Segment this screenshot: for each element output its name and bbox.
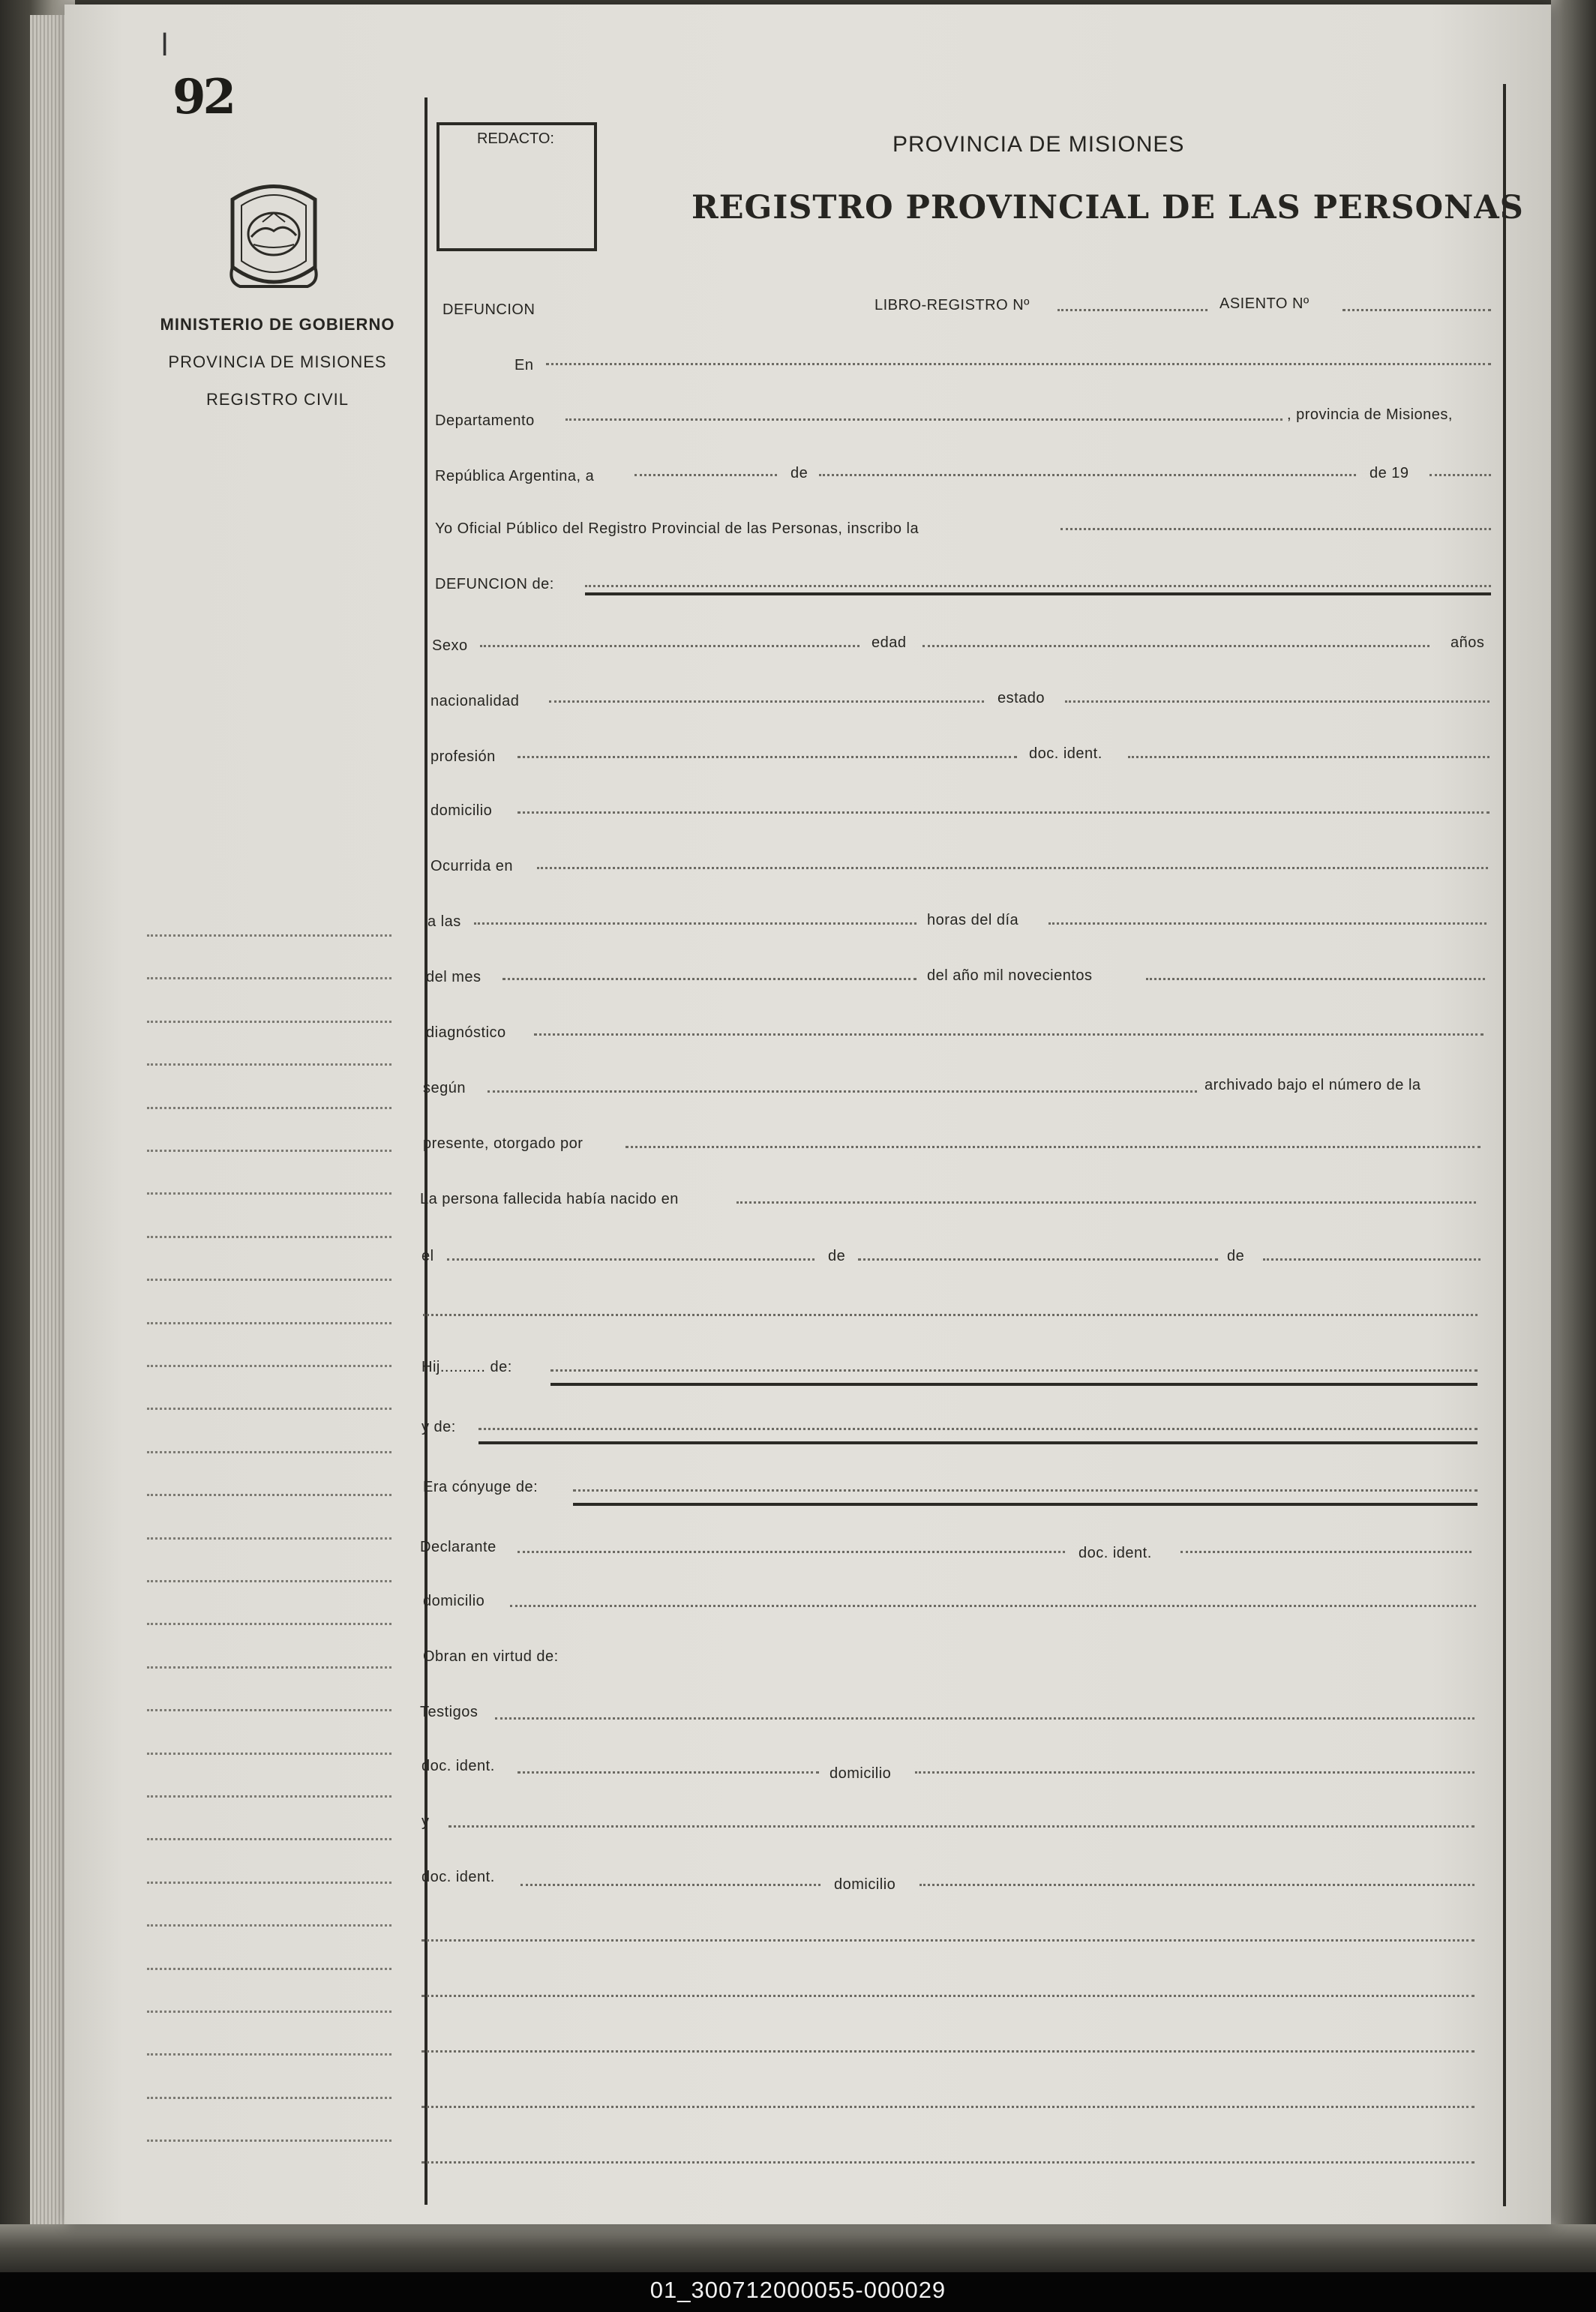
- margin-note-line[interactable]: [147, 1709, 392, 1711]
- de-label-2: de: [828, 1248, 846, 1264]
- fecha-dia-field[interactable]: [634, 474, 777, 476]
- persona-nacido-label: La persona fallecida había nacido en: [420, 1191, 679, 1207]
- domicilio-label: domicilio: [430, 802, 493, 819]
- margin-note-line[interactable]: [147, 1063, 392, 1066]
- profesion-label: profesión: [430, 748, 496, 765]
- margin-note-line[interactable]: [147, 2011, 392, 2013]
- republica-label: República Argentina, a: [435, 468, 595, 484]
- margin-note-line[interactable]: [147, 1494, 392, 1496]
- document-page: [64, 4, 1551, 2224]
- padre-underline: [550, 1383, 1478, 1386]
- nacionalidad-label: nacionalidad: [430, 693, 520, 709]
- diagnostico-field[interactable]: [534, 1033, 1484, 1036]
- padre-field[interactable]: [550, 1369, 1478, 1372]
- obran-label: Obran en virtud de:: [423, 1648, 559, 1665]
- declarante-doc-ident-label: doc. ident.: [1078, 1545, 1152, 1561]
- y-label: y: [422, 1813, 430, 1830]
- de-label-1: de: [790, 465, 808, 481]
- doc-ident-label: doc. ident.: [1029, 745, 1102, 762]
- margin-note-line[interactable]: [147, 1795, 392, 1798]
- margin-note-line[interactable]: [147, 1408, 392, 1410]
- testigo-1-field[interactable]: [495, 1717, 1474, 1720]
- conyuge-field[interactable]: [573, 1489, 1478, 1492]
- margin-note-line[interactable]: [147, 2097, 392, 2099]
- testigo-1-domicilio-label: domicilio: [830, 1765, 892, 1782]
- nacimiento-extra-line[interactable]: [423, 1314, 1478, 1316]
- hora-field[interactable]: [474, 922, 916, 925]
- margin-note-line[interactable]: [147, 1838, 392, 1840]
- anos-label: años: [1450, 634, 1485, 651]
- fallecido-underline: [585, 592, 1491, 595]
- libro-registro-field[interactable]: [1058, 309, 1208, 311]
- ano-field[interactable]: [1146, 978, 1485, 980]
- frame-right-line: [1503, 84, 1506, 2206]
- margin-note-line[interactable]: [147, 934, 392, 937]
- margin-note-line[interactable]: [147, 1580, 392, 1582]
- defuncion-de-label: DEFUNCION de:: [435, 576, 554, 592]
- y-de-label: y de:: [422, 1419, 456, 1435]
- testigo-2-doc-ident-field[interactable]: [520, 1884, 820, 1886]
- madre-field[interactable]: [478, 1428, 1478, 1430]
- conyuge-label: Era cónyuge de:: [423, 1479, 538, 1495]
- testigo-1-doc-ident-field[interactable]: [518, 1771, 819, 1774]
- de-label-3: de: [1227, 1248, 1245, 1264]
- del-mes-label: del mes: [426, 969, 482, 985]
- page-number: 92: [172, 69, 234, 125]
- observaciones-line-3[interactable]: [422, 2050, 1474, 2053]
- margin-note-line[interactable]: [147, 1107, 392, 1109]
- archivado-text: archivado bajo el número de la: [1204, 1077, 1421, 1093]
- declarante-doc-ident-field[interactable]: [1180, 1551, 1472, 1553]
- testigo-2-field[interactable]: [448, 1825, 1474, 1828]
- dia-field[interactable]: [1048, 922, 1486, 925]
- corner-mark: l: [160, 28, 170, 63]
- registry-label: REGISTRO CIVIL: [206, 390, 350, 409]
- presente-otorgado-label: presente, otorgado por: [423, 1135, 584, 1152]
- fecha-mes-field[interactable]: [819, 474, 1356, 476]
- en-label: En: [514, 357, 534, 373]
- inscribo-field[interactable]: [1060, 528, 1491, 530]
- book-bottom-edge: [0, 2224, 1596, 2272]
- margin-note-line[interactable]: [147, 977, 392, 979]
- margin-note-line[interactable]: [147, 1236, 392, 1238]
- edad-label: edad: [872, 634, 907, 651]
- doc-ident-field[interactable]: [1128, 756, 1490, 758]
- margin-note-line[interactable]: [147, 1666, 392, 1669]
- declarante-field[interactable]: [518, 1551, 1065, 1553]
- declarante-domicilio-label: domicilio: [423, 1593, 485, 1609]
- margin-note-line[interactable]: [147, 2053, 392, 2056]
- conyuge-underline: [573, 1503, 1478, 1506]
- sexo-label: Sexo: [432, 637, 468, 654]
- nacimiento-dia-field[interactable]: [447, 1258, 814, 1261]
- asiento-field[interactable]: [1342, 309, 1491, 311]
- ocurrida-en-field[interactable]: [537, 867, 1488, 869]
- horas-del-dia-label: horas del día: [927, 912, 1019, 928]
- declarante-label: Declarante: [420, 1539, 496, 1555]
- profesion-field[interactable]: [518, 756, 1017, 758]
- book-right-edge: [1551, 0, 1596, 2242]
- en-field[interactable]: [546, 363, 1491, 365]
- otorgado-por-field[interactable]: [626, 1146, 1480, 1148]
- page-title: REGISTRO PROVINCIAL DE LAS PERSONAS: [692, 189, 1524, 226]
- province-header: PROVINCIA DE MISIONES: [892, 132, 1185, 157]
- nacimiento-ano-field[interactable]: [1263, 1258, 1480, 1261]
- a-las-label: a las: [428, 913, 461, 930]
- hijo-de-label: Hij.......... de:: [422, 1359, 512, 1375]
- margin-note-line[interactable]: [147, 1623, 392, 1625]
- margin-note-line[interactable]: [147, 1192, 392, 1195]
- provincia-misiones-text: , provincia de Misiones,: [1287, 406, 1453, 423]
- mes-field[interactable]: [502, 978, 916, 980]
- margin-note-line[interactable]: [147, 1451, 392, 1453]
- libro-registro-label: LIBRO-REGISTRO Nº: [874, 297, 1030, 313]
- estado-label: estado: [998, 690, 1046, 706]
- provincial-seal-icon: [225, 177, 322, 293]
- defuncion-label: DEFUNCION: [442, 301, 536, 318]
- margin-note-line[interactable]: [147, 1021, 392, 1023]
- ocurrida-en-label: Ocurrida en: [430, 858, 513, 874]
- segun-field[interactable]: [488, 1090, 1197, 1093]
- testigo-2-domicilio-label: domicilio: [834, 1876, 896, 1893]
- observaciones-line-1[interactable]: [422, 1939, 1474, 1942]
- margin-note-line[interactable]: [147, 1924, 392, 1927]
- nacionalidad-field[interactable]: [549, 700, 984, 703]
- margin-note-line[interactable]: [147, 1968, 392, 1970]
- testigo-1-domicilio-field[interactable]: [915, 1771, 1474, 1774]
- testigos-label: Testigos: [420, 1704, 478, 1720]
- sexo-field[interactable]: [480, 645, 860, 647]
- margin-note-line[interactable]: [147, 1537, 392, 1540]
- observaciones-line-2[interactable]: [422, 1995, 1474, 1997]
- edad-field[interactable]: [922, 645, 1430, 647]
- yo-oficial-text: Yo Oficial Público del Registro Provincial de las Personas, inscribo la: [435, 520, 920, 537]
- observaciones-line-4[interactable]: [422, 2106, 1474, 2108]
- testigo-2-domicilio-field[interactable]: [920, 1884, 1474, 1886]
- segun-label: según: [423, 1080, 466, 1096]
- asiento-label: ASIENTO Nº: [1220, 295, 1310, 312]
- diagnostico-label: diagnóstico: [426, 1024, 506, 1041]
- lugar-nacimiento-field[interactable]: [736, 1201, 1476, 1204]
- testigo-1-doc-ident-label: doc. ident.: [422, 1758, 495, 1774]
- margin-note-line[interactable]: [147, 1322, 392, 1324]
- de-19-label: de 19: [1370, 465, 1409, 481]
- margin-note-line[interactable]: [147, 2140, 392, 2142]
- fecha-ano-field[interactable]: [1430, 474, 1491, 476]
- province-label: PROVINCIA DE MISIONES: [168, 352, 387, 371]
- testigo-2-doc-ident-label: doc. ident.: [422, 1869, 495, 1885]
- nacimiento-mes-field[interactable]: [858, 1258, 1218, 1261]
- observaciones-line-5[interactable]: [422, 2161, 1474, 2164]
- domicilio-field[interactable]: [518, 811, 1490, 814]
- departamento-field[interactable]: [566, 418, 1282, 421]
- declarante-domicilio-field[interactable]: [510, 1605, 1476, 1607]
- margin-note-line[interactable]: [147, 1150, 392, 1152]
- del-ano-label: del año mil novecientos: [927, 967, 1093, 984]
- margin-note-line[interactable]: [147, 1882, 392, 1884]
- el-label: el: [422, 1248, 434, 1264]
- margin-note-line[interactable]: [147, 1365, 392, 1367]
- departamento-label: Departamento: [435, 412, 535, 429]
- margin-note-line[interactable]: [147, 1753, 392, 1755]
- image-caption: 01_300712000055-000029: [650, 2277, 946, 2303]
- ministry-label: MINISTERIO DE GOBIERNO: [160, 315, 395, 334]
- margin-note-line[interactable]: [147, 1279, 392, 1281]
- madre-underline: [478, 1441, 1478, 1444]
- fallecido-nombre-field[interactable]: [585, 585, 1491, 587]
- redacto-label: REDACTO:: [477, 130, 554, 147]
- estado-field[interactable]: [1065, 700, 1490, 703]
